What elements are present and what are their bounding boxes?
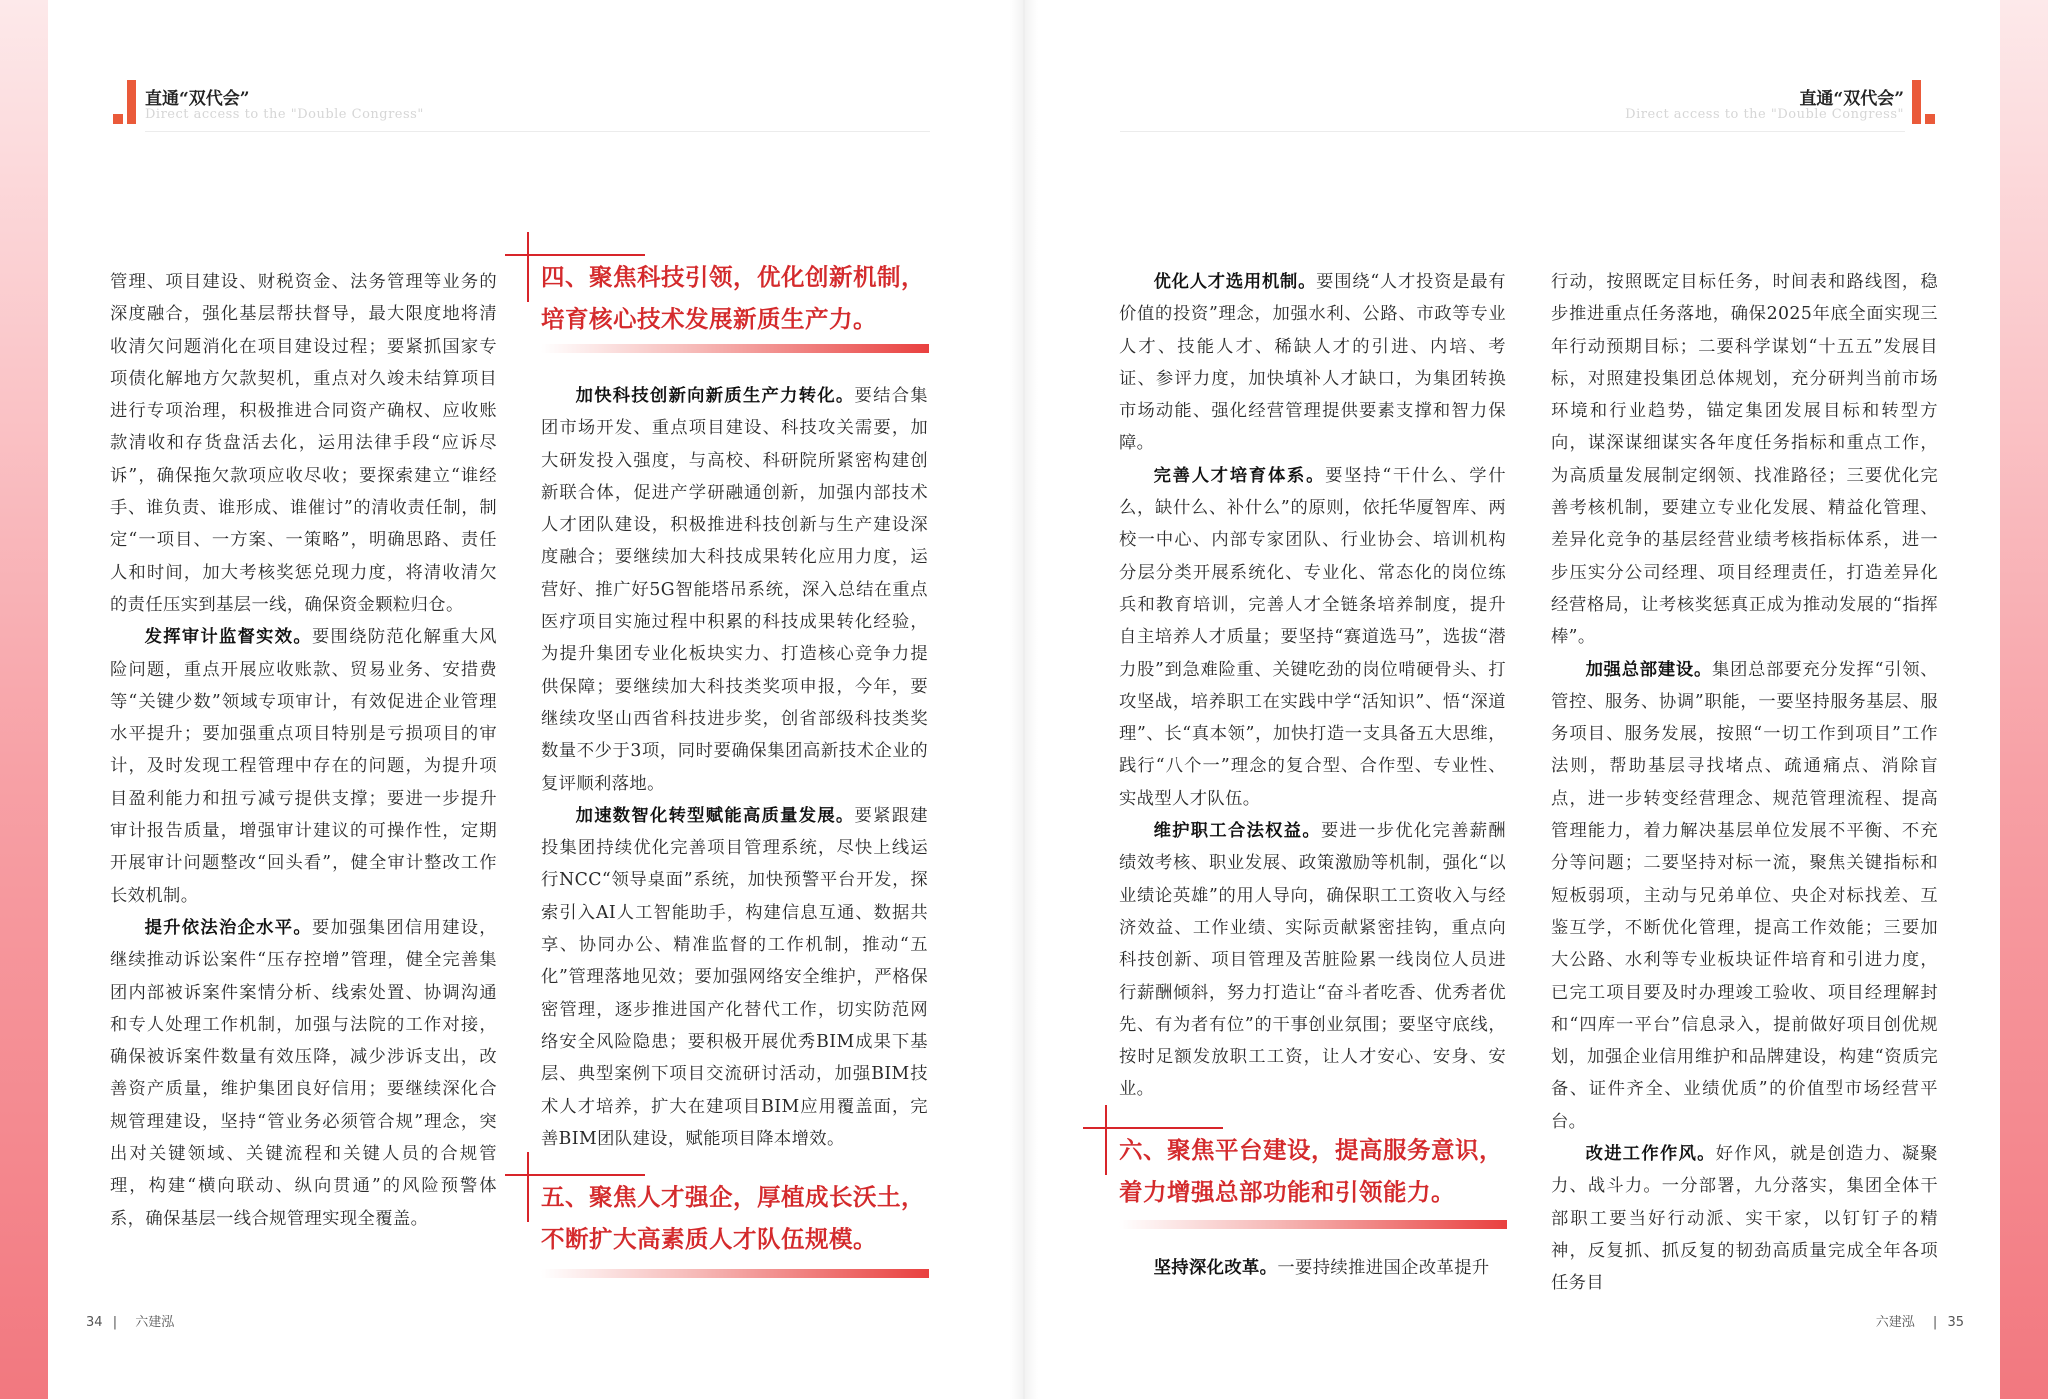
paragraph-lead: 提升依法治企水平。 [144,917,312,938]
paragraph [541,800,928,1155]
paragraph-lead: 加速数智化转型赋能高质量发展。 [575,805,855,826]
paragraph-text: 要进一步优化完善薪酬绩效考核、职业发展、政策激励等机制，强化“以业绩论英雄”的用人导向，确保职工工资收入与经济效益、工作业绩、实际贡献紧密挂钩，重点向科技创新、项目管理及苦脏险累一线岗位人员进行薪酬倾斜，努力打造让“奋斗者吃香、优秀者优先、有为者有位”的干事创业氛围；要坚守底线，按时足额发放职工工资，让人才安心、安身、安业。 [1119,821,1506,1100]
paragraph-text: 行动，按照既定目标任务，时间表和路线图，稳步推进重点任务落地，确保2025年底全面实现三年行动预期目标；二要科学谋划“十五五”发展目标，对照建投集团总体规划，充分研判当前市场环境和行业趋势，锚定集团发展目标和转型方向，谋深谋细谋实各年度任务指标和重点工作，为高质量发展制定纲领、找准路径；三要优化完善考核机制，要建立专业化发展、精益化管理、差异化竞争的基层经营业绩考核指标体系，进一步压实分公司经理、项目经理责任，打造差异化经营格局，让考核奖惩真正成为推动发展的“指挥棒”。 [1551,272,1938,648]
paragraph-lead: 坚持深化改革。 [1153,1258,1278,1278]
article-column-3-continued [1119,1252,1506,1284]
paragraph-text: 集团总部要充分发挥“引领、管控、服务、协调”职能，一要坚持服务基层、服务项目、服务发展，按照“一切工作到项目”工作法则，帮助基层寻找堵点、疏通痛点、消除盲点，进一步转变经营理念、规范管理流程、提高管理能力，着力解决基层单位发展不平衡、不充分等问题；二要坚持对标一流，聚焦关键指标和短板弱项，主动与兄弟单位、央企对标找差、互鉴互学，不断优化管理，提高工作效能；三要加大公路、水利等专业板块证件培育和引进力度，已完工项目要及时办理竣工验收、项目经理解封和“四库一平台”信息录入，提前做好项目创优规划，加强企业信用维护和品牌建设，构建“资质完备、证件齐全、业绩优质”的价值型市场经营平台。 [1551,659,1938,1132]
paragraph-text: 好作风，就是创造力、凝聚力、战斗力。一分部署，九分落实，集团全体干部职工要当好行动派、实干家，以钉钉子的精神，反复抓、抓反复的韧劲高质量完成全年各项任务目 [1551,1144,1938,1294]
paragraph-text: 管理、项目建设、财税资金、法务管理等业务的深度融合，强化基层帮扶督导，最大限度地将清收清欠问题消化在项目建设过程；要紧抓国家专项债化解地方欠款契机，重点对久竣未结算项目进行专项治理，积极推进合同资产确权、应收账款清收和存货盘活去化，运用法律手段“应诉尽诉”，确保拖欠款项应收尽收；要探索建立“谁经手、谁负责、谁形成、谁催讨”的清收责任制，制定“一项目、一方案、一策略”，明确思路、责任人和时间，加大考核奖惩兑现力度，将清收清欠的责任压实到基层一线，确保资金颗粒归仓。 [110,272,497,615]
paragraph [1551,266,1938,654]
heading-rule-vertical [1105,1105,1107,1175]
paragraph-text: 要紧跟建投集团持续优化完善项目管理系统，尽快上线运行NCC“领导桌面”系统，加快预警平台开发，探索引入AI人工智能助手，构建信息互通、数据共享、协同办公、精准监督的工作机制，推动“五化”管理落地见效；要加强网络安全维护，严格保密管理，逐步推进国产化替代工作，切实防范网络安全风险隐患；要积极开展优秀BIM成果下基层、典型案例下项目交流研讨活动，加强BIM技术人才培养，扩大在建项目BIM应用覆盖面，完善BIM团队建设，赋能项目降本增效。 [541,805,928,1149]
paragraph [1119,815,1506,1106]
paragraph [541,380,928,800]
article-column-2 [541,380,928,1155]
heading-gradient-bar [541,1269,929,1278]
paragraph-lead: 发挥审计监督实效。 [144,627,312,648]
paragraph-text: 一要持续推进国企改革提升 [1277,1258,1490,1278]
paragraph [110,621,497,912]
header-accent-square-right [1925,114,1935,124]
paragraph-text: 要围绕防范化解重大风险问题，重点开展应收账款、贸易业务、安措费等“关键少数”领域专项审计，有效促进企业管理水平提升；要加强重点项目特别是亏损项目的审计，及时发现工程管理中存在的问题，为提升项目盈利能力和扭亏减亏提供支撑；要进一步提升审计报告质量，增强审计建议的可操作性，定期开展审计问题整改“回头看”，健全审计整改工作长效机制。 [110,627,497,906]
header-rule-left [145,131,930,132]
heading-rule-vertical [527,1152,529,1222]
footer-left [86,1311,174,1330]
article-column-1 [110,266,497,1235]
page-spine [1010,0,1038,1399]
paragraph-lead: 优化人才选用机制。 [1153,272,1317,292]
header-accent-square-left [113,114,123,124]
paragraph-lead: 改进工作作风。 [1585,1144,1716,1165]
heading-rule-vertical [527,232,529,302]
header-accent-bar-left [127,80,136,124]
header-subtitle-left: Direct access to the "Double Congress" [145,107,424,122]
publication-name: 六建泓 [1875,1315,1915,1330]
header-title-left: 直通“双代会” [145,89,250,109]
paragraph [1119,460,1506,815]
paragraph-lead: 维护职工合法权益。 [1153,821,1321,842]
paragraph [110,266,497,621]
footer-right [1876,1311,1964,1330]
footer-separator: | [112,1315,118,1330]
paragraph-text: 要结合集团市场开发、重点项目建设、科技攻关需要，加大研发投入强度，与高校、科研院所紧密构建创新联合体，促进产学研融通创新，加强内部技术人才团队建设，积极推进科技创新与生产建设深度融合；要继续加大科技成果转化应用力度，运营好、推广好5G智能塔吊系统，深入总结在重点医疗项目实施过程中积累的科技成果转化经验，为提升集团专业化板块实力、打造核心竞争力提供保障；要继续加大科技类奖项申报，今年，要继续攻坚山西省科技进步奖，创省部级科技类奖数量不少于3项，同时要确保集团高新技术企业的复评顺利落地。 [541,386,928,794]
left-page-edge [0,0,48,1399]
header-rule-right [1120,131,1905,132]
section-heading-text: 六、聚焦平台建设，提高服务意识，着力增强总部功能和引领能力。 [1119,1136,1503,1206]
right-page-edge [2000,0,2048,1399]
page-number: 34 [86,1315,103,1330]
paragraph [1551,1138,1938,1299]
paragraph [1551,654,1938,1138]
paragraph-lead: 加强总部建设。 [1585,659,1713,680]
publication-name: 六建泓 [135,1315,175,1330]
heading-gradient-bar [1119,1220,1507,1229]
section-heading-text: 四、聚焦科技引领，优化创新机制，培育核心技术发展新质生产力。 [541,263,925,333]
paragraph-text: 要围绕“人才投资是最有价值的投资”理念，加强水利、公路、市政等专业人才、技能人才、稀缺人才的引进、内培、考证、参评力度，加快填补人才缺口，为集团转换市场动能、强化经营管理提供要素支撑和智力保障。 [1119,272,1506,454]
article-column-4 [1551,266,1938,1300]
paragraph [1119,266,1506,460]
paragraph-lead: 完善人才培育体系。 [1153,465,1326,486]
header-title-right: 直通“双代会” [1799,89,1904,109]
header-subtitle-right: Direct access to the "Double Congress" [1625,107,1904,122]
header-accent-bar-right [1912,80,1921,124]
article-column-3 [1119,266,1506,1106]
footer-separator: | [1932,1315,1938,1330]
paragraph [110,912,497,1235]
paragraph-text: 要坚持“干什么、学什么，缺什么、补什么”的原则，依托华厦智库、两校一中心、内部专家团队、行业协会、培训机构分层分类开展系统化、专业化、常态化的岗位练兵和教育培训，完善人才全链条培养制度，提升自主培养人才质量；要坚持“赛道选马”，选拔“潜力股”到急难险重、关键吃劲的岗位啃硬骨头、打攻坚战，培养职工在实践中学“活知识”、悟“深道理”、长“真本领”，加快打造一支具备五大思维，践行“八个一”理念的复合型、合作型、专业性、实战型人才队伍。 [1119,465,1506,809]
paragraph-text: 要加强集团信用建设，继续推动诉讼案件“压存控增”管理，健全完善集团内部被诉案件案情分析、线索处置、协调沟通和专人处理工作机制，加强与法院的工作对接，确保被诉案件数量有效压降，减少涉诉支出，改善资产质量，维护集团良好信用；要继续深化合规管理建设，坚持“管业务必须管合规”理念，突出对关键领域、关键流程和关键人员的合规管理，构建“横向联动、纵向贯通”的风险预警体系，确保基层一线合规管理实现全覆盖。 [110,917,497,1229]
section-heading-text: 五、聚焦人才强企，厚植成长沃土，不断扩大高素质人才队伍规模。 [541,1183,925,1253]
paragraph-lead: 加快科技创新向新质生产力转化。 [575,386,855,406]
heading-gradient-bar [541,344,929,353]
paragraph [1119,1252,1506,1284]
page-number: 35 [1947,1315,1964,1330]
